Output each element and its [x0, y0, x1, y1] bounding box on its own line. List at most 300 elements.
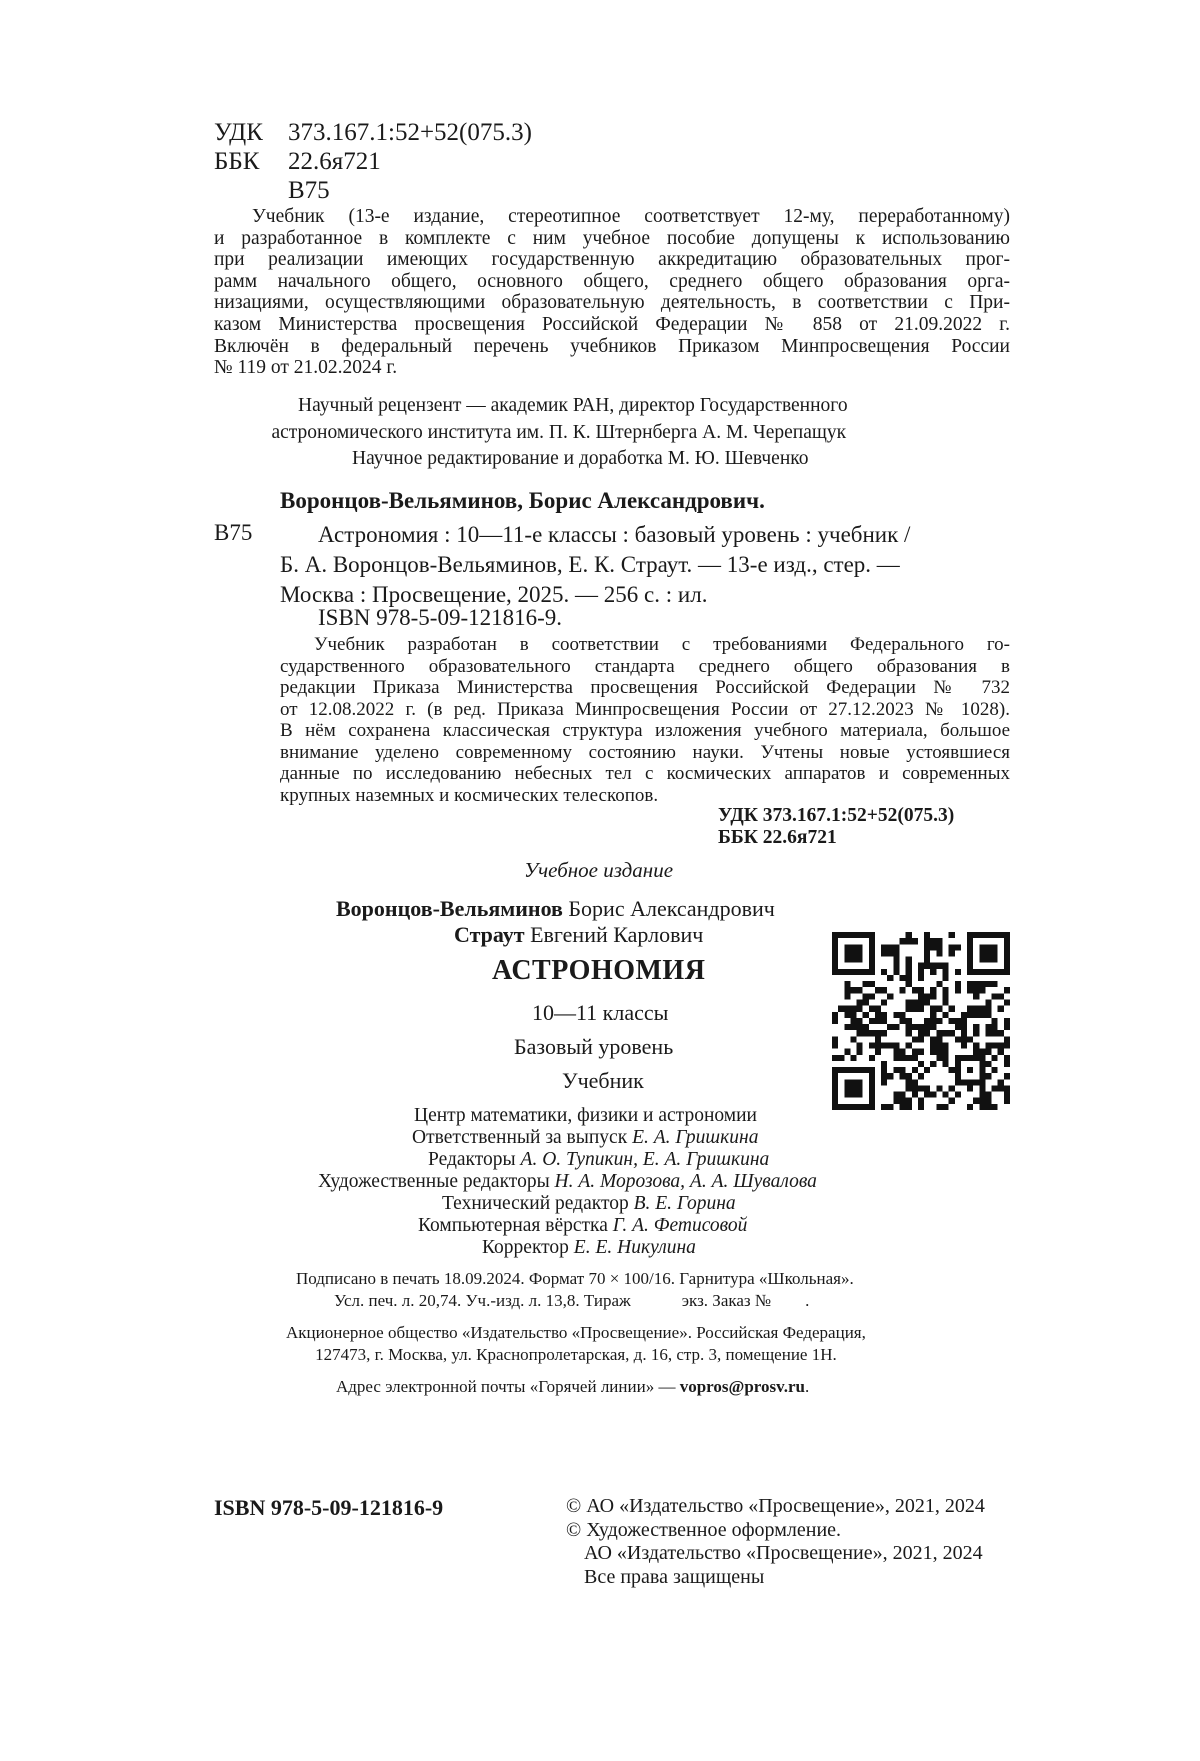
annotation-line: Учебник разработан в соответствии с требованиями Федерального го- [314, 634, 1010, 655]
qr-module [906, 975, 912, 981]
qr-module [998, 932, 1004, 938]
qr-module [973, 981, 979, 987]
credits-center: Центр математики, физики и астрономии [414, 1105, 757, 1126]
qr-module [955, 1067, 961, 1073]
qr-module [942, 975, 948, 981]
qr-module [832, 1104, 838, 1110]
qr-module [992, 981, 998, 987]
qr-module [936, 944, 942, 950]
qr-module [918, 993, 924, 999]
qr-module [832, 1055, 838, 1061]
qr-module [985, 1104, 991, 1110]
qr-module [900, 1055, 906, 1061]
qr-module [930, 1036, 936, 1042]
qr-module [973, 1006, 979, 1012]
qr-module [930, 993, 936, 999]
qr-module [832, 963, 838, 969]
bib-line: Москва : Просвещение, 2025. — 256 с. : ил. [280, 582, 708, 607]
qr-module [844, 969, 850, 975]
qr-module [832, 957, 838, 963]
author-surname: Воронцов-Вельяминов [336, 896, 563, 921]
qr-module [918, 987, 924, 993]
qr-module [832, 944, 838, 950]
qr-module [967, 1055, 973, 1061]
qr-module [850, 1079, 856, 1085]
book-title: АСТРОНОМИЯ [492, 955, 706, 986]
print-line: Усл. печ. л. 20,74. Уч.-изд. л. 13,8. Тираж экз. Заказ № . [334, 1291, 810, 1310]
qr-module [869, 1067, 875, 1073]
qr-module [992, 1024, 998, 1030]
qr-module [924, 1085, 930, 1091]
qr-module [857, 1079, 863, 1085]
qr-module [869, 1092, 875, 1098]
qr-module [949, 1006, 955, 1012]
qr-module [973, 1030, 979, 1036]
qr-module [1004, 957, 1010, 963]
qr-module [985, 1073, 991, 1079]
qr-module [881, 987, 887, 993]
qr-module [857, 1000, 863, 1006]
credits-corrector [482, 1237, 696, 1259]
qr-module [918, 1006, 924, 1012]
qr-module [912, 938, 918, 944]
qr-module [979, 981, 985, 987]
reviewer-block [271, 392, 848, 446]
qr-module [967, 950, 973, 956]
qr-module [942, 1042, 948, 1048]
qr-module [893, 1049, 899, 1055]
qr-module [881, 969, 887, 975]
qr-module [949, 1067, 955, 1073]
qr-module [924, 1067, 930, 1073]
qr-module [930, 1092, 936, 1098]
qr-module [857, 969, 863, 975]
qr-module [936, 950, 942, 956]
qr-module [857, 950, 863, 956]
reviewer-line: Научный рецензент — академик РАН, директор Государственного [298, 395, 848, 416]
qr-module [973, 993, 979, 999]
hotline-label: Адрес электронной почты «Горячей линии» — [336, 1377, 676, 1396]
qr-module [924, 944, 930, 950]
qr-module [900, 1098, 906, 1104]
qr-module [967, 957, 973, 963]
qr-module [979, 957, 985, 963]
qr-module [998, 969, 1004, 975]
qr-module [893, 963, 899, 969]
credit-name: В. Е. Горина [633, 1193, 736, 1214]
qr-module [1004, 1073, 1010, 1079]
qr-module [992, 950, 998, 956]
copyright-block [566, 1495, 985, 1589]
hotline-email[interactable]: vopros@prosv.ru [679, 1377, 805, 1396]
udk-key: УДК [214, 119, 263, 146]
qr-module [955, 1061, 961, 1067]
bib-line: Б. А. Воронцов-Вельяминов, Е. К. Страут. — 13-е изд., стер. — [280, 552, 900, 577]
qr-module [906, 1018, 912, 1024]
qr-module [979, 1073, 985, 1079]
annotation-udk: УДК 373.167.1:52+52(075.3) [718, 805, 955, 826]
qr-module [869, 950, 875, 956]
qr-module [979, 1049, 985, 1055]
credits-art-editors [318, 1171, 817, 1193]
qr-module [875, 1036, 881, 1042]
qr-module [924, 932, 930, 938]
qr-module [850, 950, 856, 956]
qr-module [1004, 1092, 1010, 1098]
qr-module [936, 938, 942, 944]
qr-module [844, 1049, 850, 1055]
qr-module [924, 963, 930, 969]
qr-module [949, 1085, 955, 1091]
qr-module [832, 1012, 838, 1018]
qr-code [832, 932, 1010, 1110]
qr-module [906, 981, 912, 987]
qr-module [863, 1012, 869, 1018]
credit-label: Компьютерная вёрстка [418, 1215, 608, 1236]
qr-module [930, 969, 936, 975]
qr-module [881, 1042, 887, 1048]
edition-type: Учебное издание [524, 858, 674, 882]
qr-module [936, 1049, 942, 1055]
qr-module [832, 1018, 838, 1024]
qr-module [881, 1012, 887, 1018]
qr-module [942, 1000, 948, 1006]
qr-module [985, 932, 991, 938]
annotation-codes [718, 805, 954, 849]
qr-module [1004, 1000, 1010, 1006]
qr-module [930, 1018, 936, 1024]
qr-module [857, 1067, 863, 1073]
qr-module [942, 969, 948, 975]
qr-module [857, 1018, 863, 1024]
hotline-suffix: . [804, 1377, 810, 1396]
qr-module [955, 981, 961, 987]
qr-module [949, 1018, 955, 1024]
qr-module [955, 1055, 961, 1061]
qr-module [924, 957, 930, 963]
qr-module [998, 1079, 1004, 1085]
approval-line: и разработанное в комплекте с ним учебное пособие допущены к использованию [214, 227, 1010, 249]
bib-isbn: ISBN 978-5-09-121816-9. [318, 605, 563, 630]
qr-module [998, 1006, 1004, 1012]
qr-module [912, 1000, 918, 1006]
qr-module [1004, 987, 1010, 993]
bib-description [280, 520, 910, 610]
qr-module [850, 969, 856, 975]
qr-module [942, 1104, 948, 1110]
qr-module [967, 981, 973, 987]
annotation-line: редакции Приказа Министерства просвещения Российской Федерации № 732 [280, 677, 1010, 698]
qr-module [869, 1085, 875, 1091]
hotline [336, 1377, 809, 1397]
reviewer-line: астрономического института им. П. К. Штернберга А. М. Черепащук [271, 422, 847, 443]
qr-module [936, 1042, 942, 1048]
bbk-value: 22.6я721 [288, 148, 381, 175]
qr-module [930, 1012, 936, 1018]
qr-module [985, 1092, 991, 1098]
qr-module [869, 1042, 875, 1048]
qr-module [961, 1030, 967, 1036]
qr-module [936, 981, 942, 987]
author-line-1 [336, 896, 775, 922]
qr-module [887, 993, 893, 999]
qr-module [863, 1030, 869, 1036]
qr-module [869, 1055, 875, 1061]
level: Базовый уровень [514, 1034, 674, 1059]
copyright-line: © АО «Издательство «Просвещение», 2021, 2024 [566, 1495, 985, 1517]
qr-module [942, 963, 948, 969]
qr-module [985, 969, 991, 975]
qr-module [955, 1079, 961, 1085]
qr-module [893, 969, 899, 975]
credits-editors [428, 1149, 769, 1171]
qr-module [844, 950, 850, 956]
bib-mark: В75 [214, 520, 253, 545]
qr-module [875, 987, 881, 993]
qr-module [869, 963, 875, 969]
qr-module [979, 1098, 985, 1104]
qr-module [992, 1104, 998, 1110]
qr-module [985, 957, 991, 963]
qr-module [985, 1042, 991, 1048]
qr-module [973, 1079, 979, 1085]
qr-module [967, 944, 973, 950]
qr-module [967, 1036, 973, 1042]
qr-module [942, 993, 948, 999]
qr-module [979, 944, 985, 950]
qr-module [912, 1092, 918, 1098]
qr-module [967, 932, 973, 938]
author-given: Евгений Карлович [530, 922, 704, 947]
qr-module [924, 950, 930, 956]
qr-module [881, 1000, 887, 1006]
qr-module [838, 1055, 844, 1061]
qr-module [857, 944, 863, 950]
qr-module [1004, 944, 1010, 950]
qr-module [918, 975, 924, 981]
qr-module [985, 981, 991, 987]
credit-label: Художественные редакторы [318, 1171, 550, 1192]
qr-module [906, 1104, 912, 1110]
qr-module [949, 1030, 955, 1036]
qr-module [869, 1073, 875, 1079]
qr-module [887, 975, 893, 981]
qr-module [838, 932, 844, 938]
qr-module [992, 1042, 998, 1048]
annotation-line: внимание уделено современному состоянию науки. Учтены новые устоявшиеся [280, 741, 1010, 763]
qr-module [850, 1104, 856, 1110]
qr-module [936, 1085, 942, 1091]
qr-module [955, 1018, 961, 1024]
qr-module [844, 1092, 850, 1098]
qr-module [924, 1000, 930, 1006]
qr-module [924, 1030, 930, 1036]
qr-module [869, 981, 875, 987]
qr-module [967, 1079, 973, 1085]
qr-module [850, 957, 856, 963]
qr-module [979, 932, 985, 938]
qr-module [973, 932, 979, 938]
qr-module [979, 1079, 985, 1085]
qr-module [863, 981, 869, 987]
qr-module [998, 1042, 1004, 1048]
qr-module [979, 1006, 985, 1012]
qr-module [881, 1073, 887, 1079]
qr-module [912, 1055, 918, 1061]
qr-module [930, 944, 936, 950]
qr-module [838, 1006, 844, 1012]
qr-module [924, 938, 930, 944]
qr-module [930, 963, 936, 969]
qr-module [918, 1036, 924, 1042]
qr-module [930, 1061, 936, 1067]
qr-module [949, 950, 955, 956]
qr-module [832, 932, 838, 938]
qr-module [863, 932, 869, 938]
qr-module [893, 1012, 899, 1018]
qr-module [857, 1085, 863, 1091]
qr-module [967, 938, 973, 944]
qr-module [912, 1067, 918, 1073]
qr-module [906, 1006, 912, 1012]
qr-module [961, 1012, 967, 1018]
qr-module [850, 1018, 856, 1024]
qr-module [900, 1049, 906, 1055]
annotation-bbk: ББК 22.6я721 [718, 827, 837, 848]
qr-module [992, 969, 998, 975]
qr-module [967, 1012, 973, 1018]
qr-module [912, 987, 918, 993]
qr-module [967, 969, 973, 975]
qr-module [985, 1006, 991, 1012]
annotation-paragraph [280, 634, 1010, 806]
qr-module [906, 1073, 912, 1079]
qr-module [893, 1055, 899, 1061]
qr-module [985, 1049, 991, 1055]
qr-module [985, 950, 991, 956]
author-heading: Воронцов-Вельяминов, Борис Александрович. [280, 488, 765, 513]
qr-module [955, 1092, 961, 1098]
credit-name: Е. Е. Никулина [573, 1237, 696, 1258]
qr-module [881, 1061, 887, 1067]
qr-module [1004, 963, 1010, 969]
qr-module [992, 944, 998, 950]
qr-module [893, 950, 899, 956]
qr-module [893, 1092, 899, 1098]
qr-module [979, 1055, 985, 1061]
publisher-line: Акционерное общество «Издательство «Просвещение». Российская Федерация, [286, 1323, 866, 1342]
approval-line: Учебник (13-е издание, стереотипное соответствует 12-му, переработанному) [252, 206, 1010, 227]
qr-module [918, 1049, 924, 1055]
qr-module [1004, 1024, 1010, 1030]
qr-module [881, 1079, 887, 1085]
qr-module [912, 1006, 918, 1012]
qr-module [918, 1030, 924, 1036]
qr-module [1004, 969, 1010, 975]
qr-module [998, 1085, 1004, 1091]
annotation-line: от 12.08.2022 г. (в ред. Приказа Минпросвещения России от 27.12.2023 № 1028). [280, 698, 1010, 720]
qr-module [906, 1000, 912, 1006]
credit-label: Корректор [482, 1237, 569, 1258]
qr-module [918, 1024, 924, 1030]
qr-module [869, 969, 875, 975]
qr-module [857, 932, 863, 938]
qr-module [973, 1042, 979, 1048]
approval-line: № 119 от 21.02.2024 г. [214, 357, 398, 379]
author-mark: В75 [288, 177, 330, 204]
approval-line: Включён в федеральный перечень учебников Приказом Минпросвещения России [214, 335, 1010, 357]
qr-module [955, 1073, 961, 1079]
qr-module [973, 1055, 979, 1061]
qr-module [918, 1000, 924, 1006]
qr-module [924, 1024, 930, 1030]
qr-module [893, 1067, 899, 1073]
qr-module [850, 944, 856, 950]
qr-module [875, 1018, 881, 1024]
qr-module [906, 932, 912, 938]
qr-module [900, 1092, 906, 1098]
qr-module [900, 1012, 906, 1018]
qr-module [912, 1049, 918, 1055]
qr-module [844, 1067, 850, 1073]
qr-module [918, 1073, 924, 1079]
qr-module [985, 1098, 991, 1104]
qr-module [936, 1104, 942, 1110]
qr-module [844, 944, 850, 950]
annotation-line: сударственного образовательного стандарта среднего общего образования в [280, 655, 1010, 677]
qr-module [949, 1098, 955, 1104]
qr-module [893, 944, 899, 950]
qr-module [992, 932, 998, 938]
qr-module [967, 987, 973, 993]
qr-module [850, 987, 856, 993]
qr-module [900, 1104, 906, 1110]
qr-module [918, 963, 924, 969]
qr-module [875, 1042, 881, 1048]
qr-module [942, 987, 948, 993]
qr-module [850, 1085, 856, 1091]
qr-module [942, 1049, 948, 1055]
qr-module [875, 1030, 881, 1036]
qr-module [906, 1024, 912, 1030]
qr-module [992, 1067, 998, 1073]
qr-module [844, 1104, 850, 1110]
qr-module [1004, 950, 1010, 956]
qr-module [900, 1018, 906, 1024]
qr-module [936, 963, 942, 969]
qr-module [912, 1036, 918, 1042]
qr-module [906, 1098, 912, 1104]
qr-module [875, 1049, 881, 1055]
qr-module [906, 957, 912, 963]
qr-module [832, 1079, 838, 1085]
qr-module [912, 1079, 918, 1085]
publisher-line: 127473, г. Москва, ул. Краснопролетарская, д. 16, стр. 3, помещение 1Н. [315, 1345, 837, 1364]
qr-module [869, 1030, 875, 1036]
qr-module [844, 1024, 850, 1030]
qr-module [961, 1018, 967, 1024]
qr-module [992, 957, 998, 963]
qr-module [887, 1042, 893, 1048]
qr-module [1004, 1061, 1010, 1067]
credit-label: Редакторы [428, 1149, 516, 1170]
qr-module [955, 1024, 961, 1030]
qr-module [906, 963, 912, 969]
author-line-2 [454, 922, 703, 948]
qr-module [844, 932, 850, 938]
qr-module [832, 1085, 838, 1091]
credit-name: Е. А. Гришкина [632, 1127, 759, 1148]
